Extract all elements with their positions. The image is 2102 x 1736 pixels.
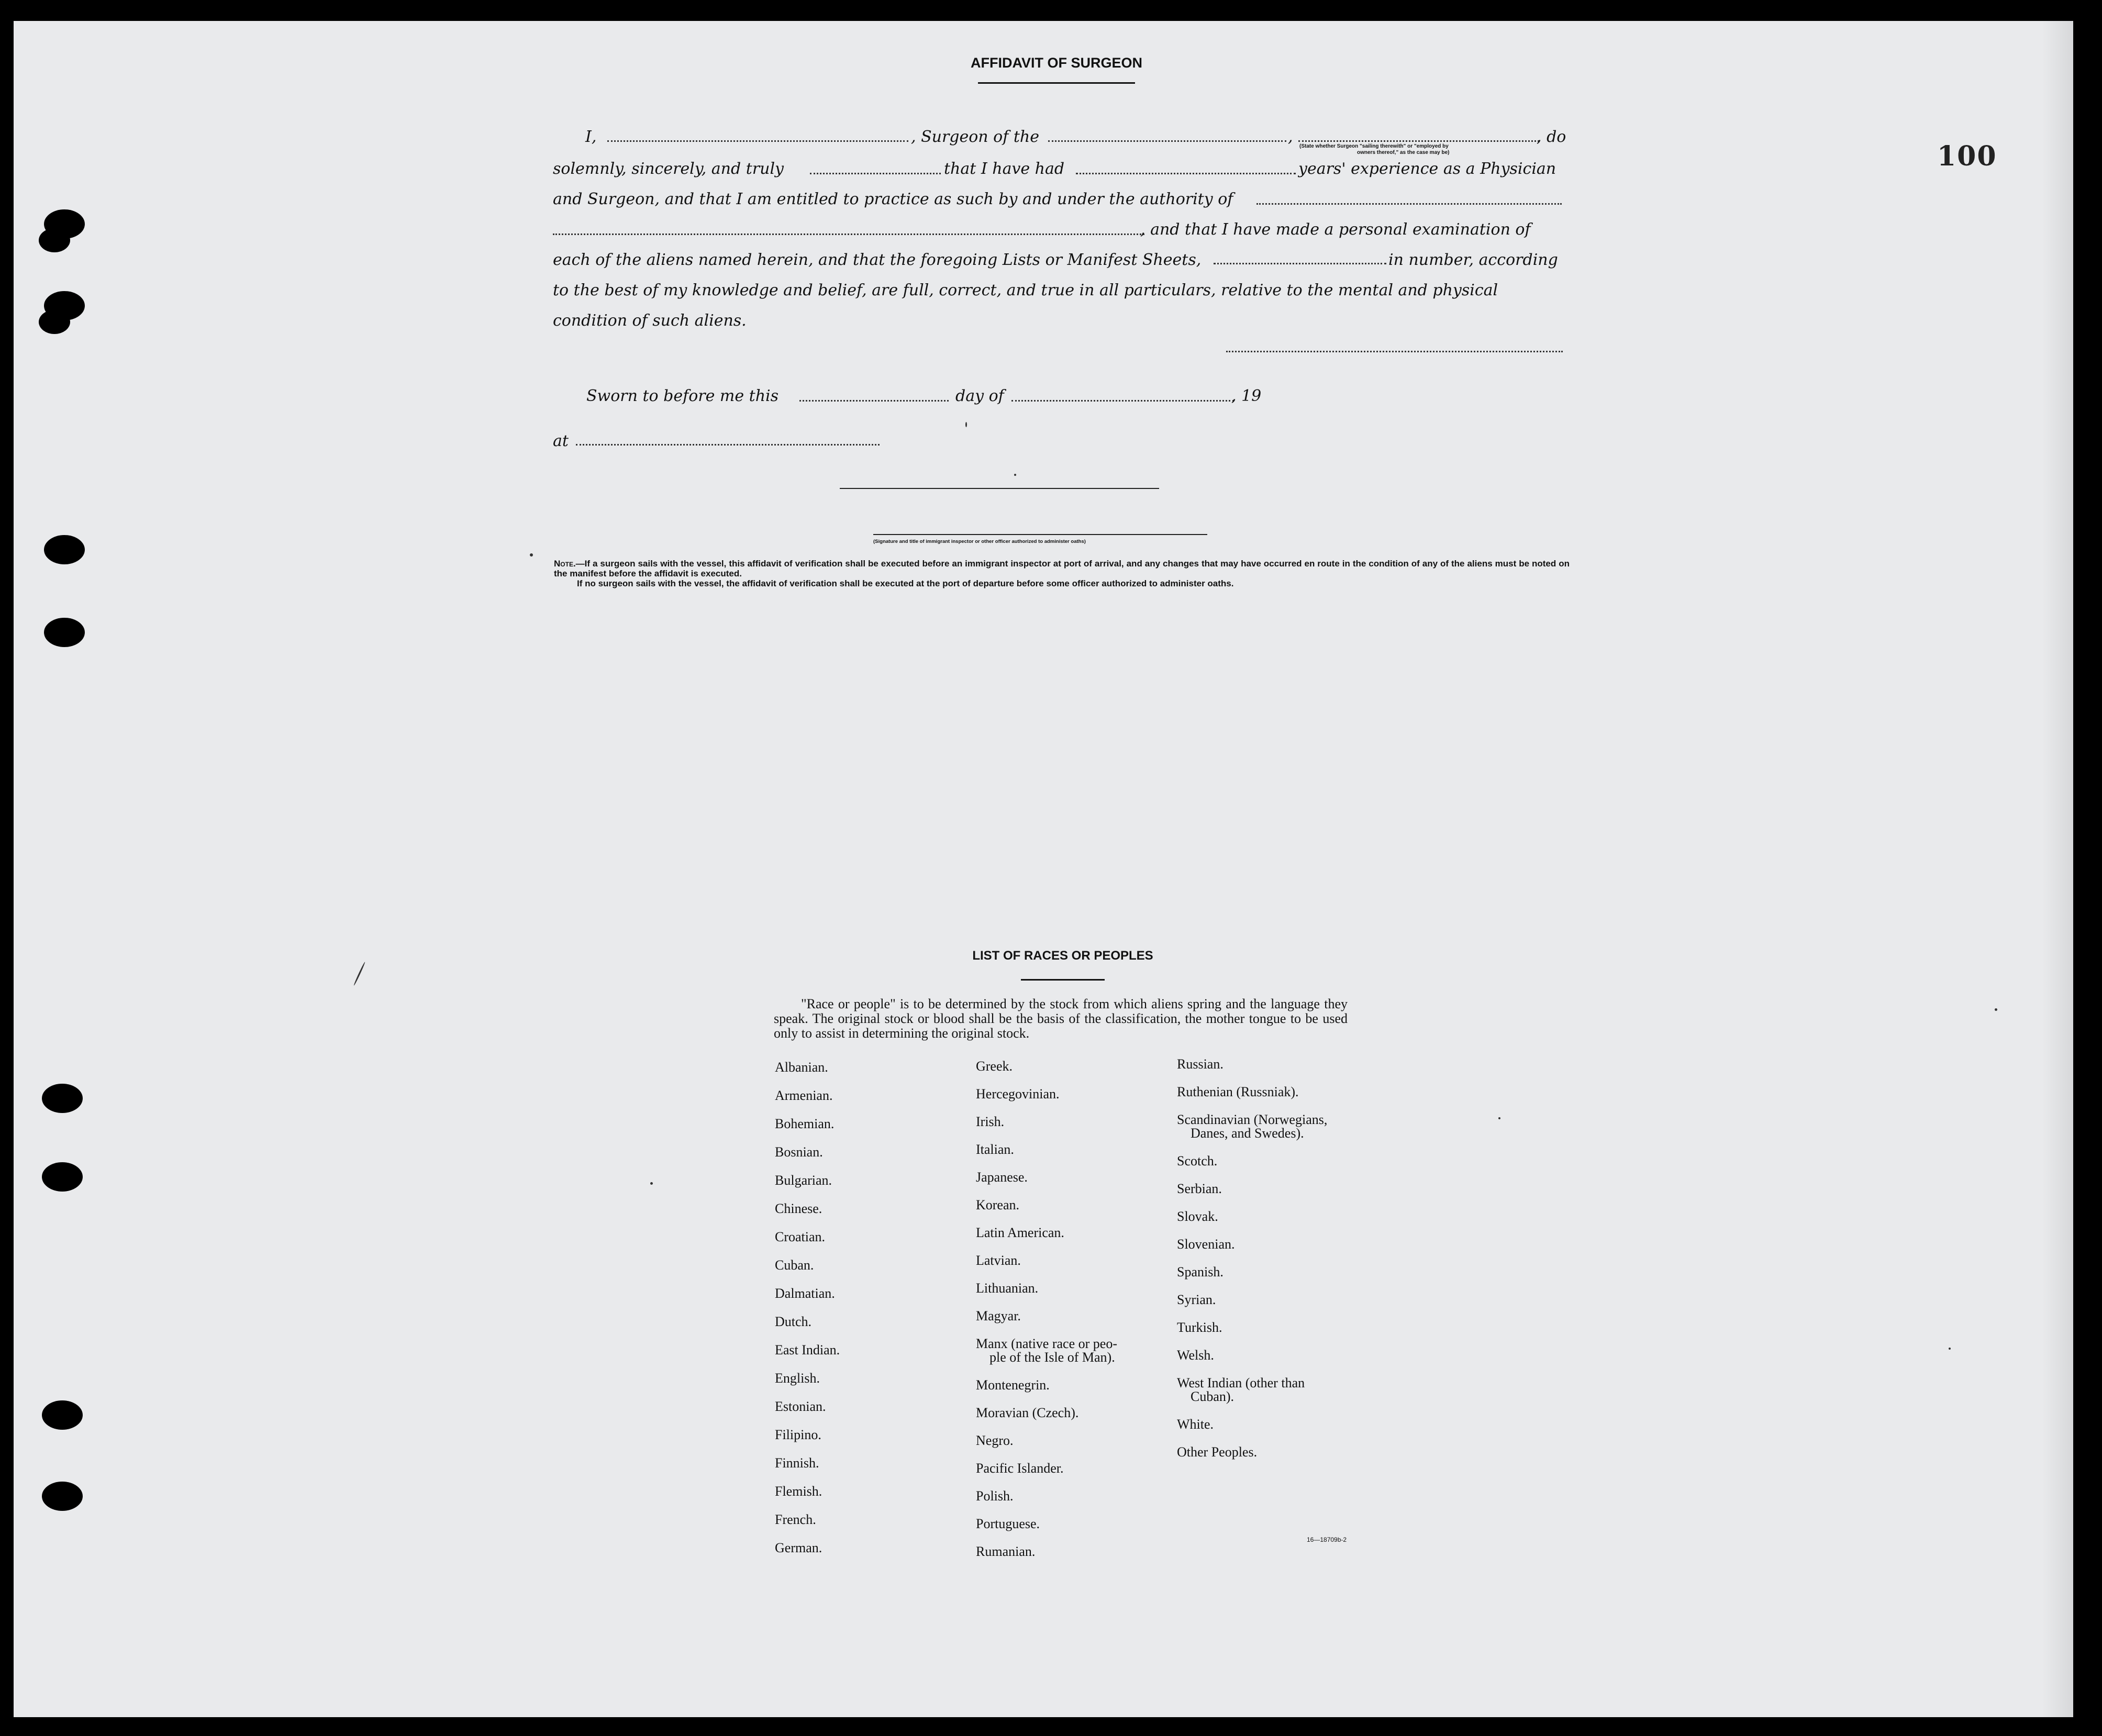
page-number-stamp: 100	[1937, 140, 1997, 172]
affidavit-line4: , and that I have made a personal examination of	[1140, 220, 1531, 239]
note-paragraph-1: —If a surgeon sails with the vessel, this affidavit of verification shall be executed before an immigrant inspector at port of arrival, and any changes that may have occurred en route in the condition of any of the aliens must be noted on the manifest before the affidavit is executed.	[554, 559, 1570, 578]
race-item: Welsh.	[1177, 1348, 1214, 1363]
race-item: West Indian (other than	[1177, 1375, 1305, 1390]
affidavit-line1-comma: ,	[1288, 128, 1293, 146]
race-item: Lithuanian.	[976, 1281, 1039, 1296]
race-item-continued: Cuban).	[1191, 1389, 1234, 1404]
years-experience-field[interactable]	[1076, 173, 1296, 174]
race-item: Armenian.	[775, 1088, 833, 1103]
race-item: White.	[1177, 1417, 1214, 1432]
races-column-1	[775, 1061, 840, 1570]
race-item: Slovak.	[1177, 1209, 1218, 1224]
punch-hole	[42, 1084, 83, 1113]
affidavit-line7: condition of such aliens.	[553, 311, 747, 330]
race-item: English.	[775, 1371, 820, 1386]
punch-hole	[39, 228, 70, 252]
signature-caption: (Signature and title of immigrant inspector or other officer authorized to administer oaths)	[873, 539, 1086, 544]
sworn-dayof-label: day of	[955, 387, 1004, 405]
race-item: Bosnian.	[775, 1144, 823, 1160]
sworn-year-label: , 19	[1231, 387, 1262, 405]
surgeon-signature-line[interactable]	[1226, 351, 1563, 352]
title-underline	[978, 82, 1135, 84]
punch-hole	[44, 535, 85, 564]
race-item: Pacific Islander.	[976, 1461, 1064, 1476]
officer-signature-line[interactable]	[840, 488, 1159, 489]
affidavit-line6: to the best of my knowledge and belief, are full, correct, and true in all particulars, relative to the mental and physical	[553, 281, 1498, 299]
form-code: 16—18709b-2	[1307, 1536, 1347, 1543]
affidavit-title: AFFIDAVIT OF SURGEON	[971, 55, 1142, 71]
surgeon-status-field[interactable]	[1298, 140, 1539, 142]
punch-hole	[39, 310, 70, 334]
race-item: Italian.	[976, 1142, 1014, 1157]
race-item: Bohemian.	[775, 1116, 835, 1131]
races-column-2	[976, 1060, 1117, 1573]
oath-manner-field[interactable]	[810, 173, 941, 174]
race-item: Portuguese.	[976, 1516, 1040, 1531]
race-item: Hercegovinian.	[976, 1086, 1060, 1101]
affidavit-line1-end: , do	[1537, 128, 1566, 146]
punch-hole	[42, 1400, 83, 1430]
race-item: Cuban.	[775, 1258, 814, 1273]
races-title-underline	[1021, 979, 1105, 981]
race-item: Filipino.	[775, 1427, 821, 1442]
race-item: French.	[775, 1512, 816, 1527]
sworn-day-field[interactable]	[799, 400, 949, 402]
authority-field[interactable]	[1256, 203, 1562, 205]
race-item: Albanian.	[775, 1060, 828, 1075]
race-item: Rumanian.	[976, 1544, 1036, 1559]
race-item: Bulgarian.	[775, 1173, 832, 1188]
races-title: LIST OF RACES OR PEOPLES	[972, 949, 1153, 963]
race-item: Serbian.	[1177, 1181, 1222, 1196]
race-item: Magyar.	[976, 1308, 1021, 1323]
race-item: Spanish.	[1177, 1264, 1224, 1279]
race-item: Scotch.	[1177, 1153, 1218, 1169]
affidavit-line2-mid: that I have had	[944, 160, 1065, 178]
surgeon-status-note: (State whether Surgeon "sailing therewith" or "employed by owners thereof," as the case may be)	[1299, 143, 1450, 155]
race-item: Japanese.	[976, 1170, 1028, 1185]
affidavit-line1-mid: , Surgeon of the	[911, 128, 1039, 146]
race-item: Irish.	[976, 1114, 1005, 1129]
race-item: East Indian.	[775, 1342, 840, 1357]
race-item: Other Peoples.	[1177, 1444, 1258, 1460]
race-item: Estonian.	[775, 1399, 826, 1414]
race-item: Montenegrin.	[976, 1377, 1050, 1393]
race-item: German.	[775, 1540, 822, 1555]
affidavit-line5-end: in number, according	[1388, 251, 1558, 269]
race-item: Finnish.	[775, 1455, 819, 1471]
affidavit-line1-start: I,	[585, 128, 597, 146]
affidavit-note	[554, 559, 1570, 588]
sworn-month-field[interactable]	[1011, 400, 1234, 402]
race-item: Flemish.	[775, 1484, 822, 1499]
signature-caption-rule	[873, 534, 1207, 535]
race-item: Latvian.	[976, 1253, 1021, 1268]
race-item: Greek.	[976, 1059, 1013, 1074]
race-item-continued: ple of the Isle of Man).	[989, 1350, 1115, 1365]
affidavit-line2-end: years' experience as a Physician	[1298, 160, 1556, 178]
race-item: Scandinavian (Norwegians,	[1177, 1112, 1328, 1127]
punch-hole	[42, 1482, 83, 1511]
race-item-continued: Danes, and Swedes).	[1191, 1126, 1304, 1141]
sheet-count-field[interactable]	[1214, 263, 1386, 264]
affidavit-line3: and Surgeon, and that I am entitled to practice as such by and under the authority of	[553, 190, 1233, 208]
authority-field-continued[interactable]	[553, 233, 1144, 235]
punch-hole	[44, 618, 85, 647]
race-item: Croatian.	[775, 1229, 826, 1244]
race-item: Korean.	[976, 1197, 1020, 1212]
race-item: Polish.	[976, 1488, 1014, 1504]
affidavit-line5-start: each of the aliens named herein, and that the foregoing Lists or Manifest Sheets,	[553, 251, 1202, 269]
race-item: Dutch.	[775, 1314, 812, 1329]
place-field[interactable]	[576, 444, 880, 446]
sworn-label: Sworn to before me this	[586, 387, 779, 405]
surgeon-name-field[interactable]	[607, 140, 908, 142]
place-label: at	[553, 432, 569, 450]
race-item: Russian.	[1177, 1056, 1224, 1072]
race-item: Latin American.	[976, 1225, 1064, 1240]
vessel-name-field[interactable]	[1048, 140, 1286, 142]
race-item: Negro.	[976, 1433, 1014, 1448]
race-item: Dalmatian.	[775, 1286, 835, 1301]
race-item: Chinese.	[775, 1201, 822, 1216]
race-item: Turkish.	[1177, 1320, 1222, 1335]
note-paragraph-2: If no surgeon sails with the vessel, the affidavit of verification shall be executed at the port of departure before some officer authorized to administer oaths.	[577, 578, 1234, 588]
punch-hole	[42, 1162, 83, 1192]
race-item: Syrian.	[1177, 1292, 1216, 1307]
race-item: Slovenian.	[1177, 1237, 1235, 1252]
races-intro: "Race or people" is to be determined by the stock from which aliens spring and the language they speak. The original stock or blood shall be the basis of the classification, the mother tongue to be used only to assist in determining the original stock.	[774, 996, 1348, 1041]
race-item: Ruthenian (Russniak).	[1177, 1084, 1299, 1099]
affidavit-line2-start: solemnly, sincerely, and truly	[553, 160, 784, 178]
note-label: Note.	[554, 559, 576, 569]
race-item: Moravian (Czech).	[976, 1405, 1079, 1420]
race-item: Manx (native race or peo-	[976, 1336, 1117, 1351]
races-column-3	[1177, 1058, 1327, 1473]
